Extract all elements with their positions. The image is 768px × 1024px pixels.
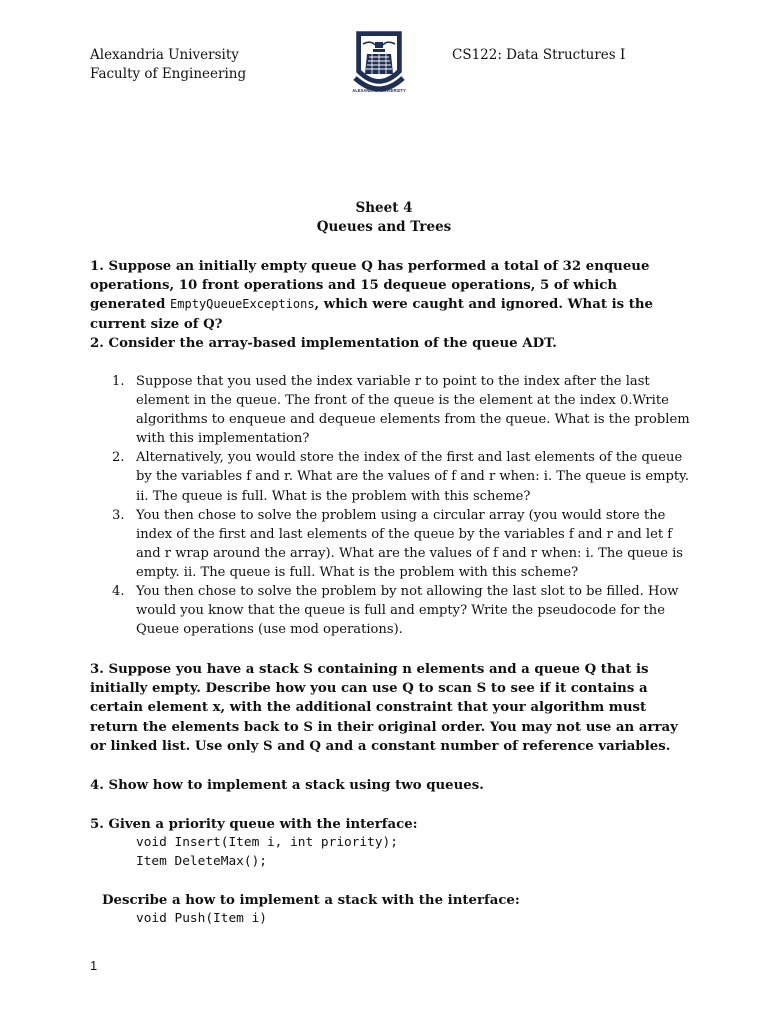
list-item (90, 582, 690, 639)
question-5-description: Describe a how to implement a stack with the interface: (102, 893, 520, 908)
list-item (90, 506, 690, 582)
question-2: 2. Consider the array-based implementation of the queue ADT. (90, 336, 557, 351)
code-line: void Insert(Item i, int priority); (136, 835, 398, 850)
list-item-text: Suppose that you used the index variable r to point to the index after the last element in the queue. The front of the queue is the element at the index 0.Write algorithms to enqueue and dequeue elements from the queue. What is the problem with this implementation? (136, 374, 690, 447)
question-1 (90, 257, 680, 334)
seal-text: ALEXANDRIA UNIVERSITY (352, 88, 406, 93)
question-4: 4. Show how to implement a stack using two queues. (90, 778, 484, 793)
faculty-name: Faculty of Engineering (90, 66, 247, 82)
list-item-text: You then chose to solve the problem by not allowing the last slot to be filled. How would you know that the queue is full and empty? Write the pseudocode for the Queue operations (use mod operations). (136, 584, 679, 638)
header-left (90, 46, 246, 84)
university-seal-logo (349, 28, 409, 96)
question-1-text-b: , which were caught and ignored. What is the current size of Q? (90, 297, 654, 332)
list-item-number: 2. (112, 450, 125, 466)
sheet-title: Sheet 4 (355, 200, 413, 216)
course-code: CS122: Data Structures I (452, 47, 626, 63)
list-item-number: 3. (112, 507, 125, 523)
question-1-text-a: 1. Suppose an initially empty queue Q has performed a total of 32 enqueue operations, 10 front operations and 15 dequeue operations, 5 of which generated (90, 259, 650, 313)
question-1-code: EmptyQueueExceptions (170, 297, 315, 312)
code-line: void Push(Item i) (136, 911, 267, 926)
list-item-number: 1. (112, 374, 125, 389)
question-3: 3. Suppose you have a stack S containing n elements and a queue Q that is initially empty. Describe how you can use Q to scan S to see if it contains a certain element x, with the additional constraint that your algorithm must return the elements back to S in their original order. You may not use an array or linked list. Use only S and Q and a constant number of reference variables. (90, 662, 678, 754)
sheet-subtitle: Queues and Trees (316, 219, 452, 235)
question-2-list (90, 372, 690, 639)
list-item-text: You then chose to solve the problem using a circular array (you would store the index of the first and last elements of the queue by the variables f and r and let f and r wrap around the array). What are the values of f and r when: i. The queue is empty. ii. The queue is full. What is the problem with this scheme? (136, 507, 684, 580)
question-5: 5. Given a priority queue with the interface: (90, 817, 418, 832)
list-item (90, 448, 690, 505)
list-item (90, 372, 690, 448)
code-line: Item DeleteMax(); (136, 854, 267, 869)
list-item-number: 4. (112, 584, 125, 600)
list-item-text: Alternatively, you would store the index of the first and last elements of the queue by the variables f and r. What are the values of f and r when: i. The queue is empty. ii. The queue is full. What is the problem with this scheme? (136, 450, 689, 504)
page-number: 1 (90, 958, 98, 973)
university-name: Alexandria University (90, 47, 239, 63)
